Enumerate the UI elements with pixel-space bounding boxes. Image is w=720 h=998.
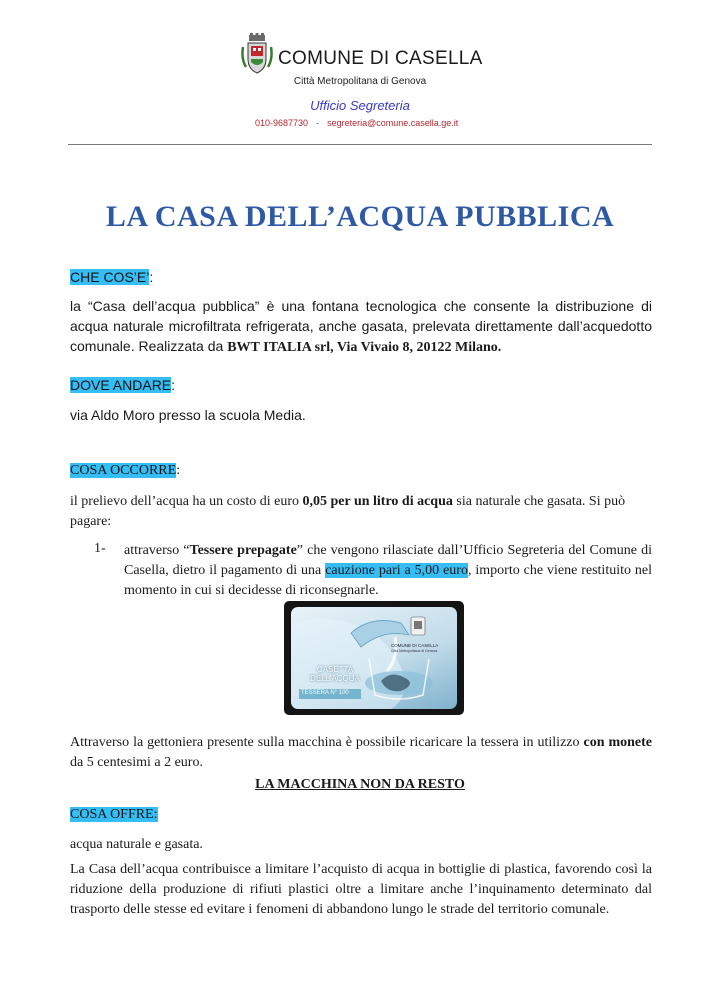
card-title-line1: CASETTA	[316, 665, 354, 674]
section-text-need	[70, 492, 652, 532]
section-heading-offer	[70, 807, 158, 823]
list-text-a: attraverso “	[124, 543, 190, 558]
section-text-offer-detail: La Casa dell’acqua contribuisce a limitare l’acquisto di acqua in bottiglie di plastica, favorendo così la riduzione della produzione di rifiuti plastici oltre a limitare anche l’inquinamento determinato dal trasporto delle stesse ed evitare i fenomeni di abbandono lungo le strade del territorio comunale.	[70, 862, 652, 917]
need-price: 0,05 per un litro di acqua	[302, 494, 453, 509]
metro-name: Città Metropolitana di Genova	[293, 76, 427, 87]
card-town-sub: Città Metropolitana di Genova	[391, 649, 438, 653]
section-text-where: via Aldo Moro presso la scuola Media.	[70, 407, 306, 423]
no-change-notice: LA MACCHINA NON DA RESTO	[255, 777, 465, 792]
need-text-b: sia naturale che gasata. Si può pagare:	[70, 494, 626, 529]
coat-of-arms-icon	[240, 33, 274, 77]
header-divider	[68, 144, 652, 145]
section-text-offer: acqua naturale e gasata.	[70, 837, 203, 852]
list-prepaid-label: Tessere prepagate	[189, 543, 297, 558]
heading-colon: :	[176, 463, 181, 478]
section-heading-where-label: DOVE ANDARE	[70, 377, 172, 393]
section-heading-offer-label: COSA OFFRE:	[70, 807, 158, 822]
card-title	[305, 665, 365, 683]
card-title-line2: DELL’ACQUA	[310, 674, 360, 683]
list-text-c: , importo che viene restituito nel momento in cui si decidesse di riconsegnarle.	[124, 563, 653, 598]
recharge-text-a: Attraverso la gettoniera presente sulla macchina è possibile ricaricare la tessera in utilizzo	[70, 735, 584, 750]
contact-line	[255, 118, 458, 128]
section-heading-need-label: COSA OCCORRE	[70, 463, 177, 478]
list-item-prepaid	[124, 541, 652, 601]
prepaid-card-image	[291, 607, 457, 709]
commune-name: COMUNE DI CASELLA	[278, 48, 483, 69]
phone-number: 010-9687730	[255, 118, 309, 128]
contact-separator: -	[316, 118, 320, 128]
email-link[interactable]: segreteria@comune.casella.ge.it	[327, 118, 459, 128]
section-heading-what	[70, 269, 153, 285]
recharge-text	[70, 733, 652, 773]
list-number: 1-	[94, 541, 106, 556]
recharge-text-b: da 5 centesimi a 2 euro.	[70, 755, 203, 770]
list-text-b: ” che vengono rilasciate dall’Ufficio Segreteria del Comune di Casella, dietro il pagamento di una	[124, 543, 652, 578]
need-text-a: il prelievo dell’acqua ha un costo di euro	[70, 494, 303, 509]
section-heading-what-label: CHE COS’E’	[70, 269, 150, 285]
recharge-coins: con monete	[583, 735, 652, 750]
what-text: la “Casa dell’acqua pubblica” è una fontana tecnologica che consente la distribuzione di acqua naturale microfiltrata refrigerata, anche gasata, prelevata direttamente dall’acquedotto comunale. Realizzata da	[70, 298, 652, 354]
section-heading-need	[70, 463, 180, 479]
page-title: LA CASA DELL’ACQUA PUBBLICA	[105, 200, 615, 233]
card-town: COMUNE DI CASELLA	[391, 643, 439, 648]
heading-colon: :	[149, 269, 154, 285]
list-deposit-highlight: cauzione pari a 5,00 euro	[325, 563, 468, 578]
heading-colon: :	[171, 377, 176, 393]
section-text-what	[70, 296, 652, 358]
section-heading-where	[70, 377, 175, 393]
office-name: Ufficio Segreteria	[310, 98, 410, 113]
card-number: TESSERA N° 100	[301, 690, 349, 696]
what-company: BWT ITALIA srl, Via Vivaio 8, 20122 Milano.	[227, 340, 502, 355]
